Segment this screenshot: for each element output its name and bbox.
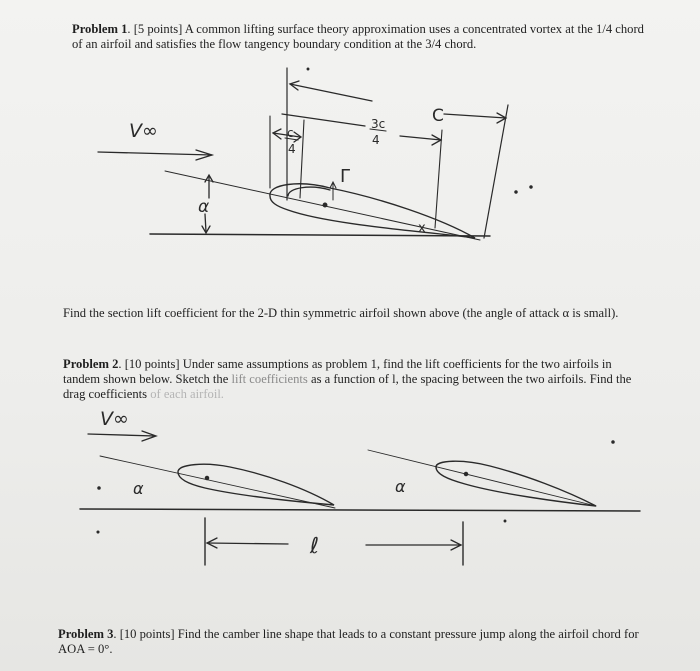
v-infinity-label-2: V∞ xyxy=(100,408,129,430)
problem-3-text xyxy=(58,627,658,657)
three-c-numerator: 3c xyxy=(371,117,386,131)
c-numerator: c xyxy=(287,126,294,140)
vortex-point-left xyxy=(205,476,208,479)
alpha-label-left: α xyxy=(133,479,144,498)
baseline-2 xyxy=(80,509,640,511)
problem-2-body-b: lift coefficients xyxy=(231,372,308,386)
spacing-label: ℓ xyxy=(310,534,320,559)
problem-2-body-a: . [10 points] Under same assumptions as problem 1, find the lift coefficients for the two airfoils in tandem shown below. Sketch the xyxy=(63,357,612,386)
three-c-denominator: 4 xyxy=(372,133,380,147)
problem-3-body: . [10 points] Find the camber line shape that leads to a constant pressure jump along the airfoil chord for AOA = 0°. xyxy=(58,627,639,656)
vortex-point-right xyxy=(464,472,467,475)
v-infinity-label-1: V∞ xyxy=(129,120,158,142)
c-denominator: 4 xyxy=(288,142,296,156)
problem-2-body-c: as a function of l, the spacing between the two airfoils. Find the drag coefficients xyxy=(63,372,632,401)
vortex-x-mark: x xyxy=(418,221,426,236)
problem-2-body-d: of each airfoil. xyxy=(150,387,224,401)
problem-3-label: Problem 3 xyxy=(58,627,114,641)
alpha-label-right: α xyxy=(395,477,406,496)
airfoil-left xyxy=(178,464,334,505)
spacing-line-left xyxy=(207,543,288,544)
chord-c-label: C xyxy=(432,106,444,126)
alpha-label-1: α xyxy=(198,197,210,217)
problem-2-label: Problem 2 xyxy=(63,357,119,371)
problem-1-label: Problem 1 xyxy=(72,22,128,36)
problem-1-question: Find the section lift coefficient for the 2-D thin symmetric airfoil shown above (the angle of attack α is small). xyxy=(63,306,619,320)
airfoil-right xyxy=(436,461,596,506)
freestream-arrow-line-2 xyxy=(88,434,155,436)
gamma-label: Γ xyxy=(340,166,351,187)
problem-1-body: . [5 points] A common lifting surface theory approximation uses a concentrated vortex at the 1/4 chord of an airfoil and satisfies the flow tangency boundary condition at the 3/4 chord. xyxy=(72,22,644,51)
